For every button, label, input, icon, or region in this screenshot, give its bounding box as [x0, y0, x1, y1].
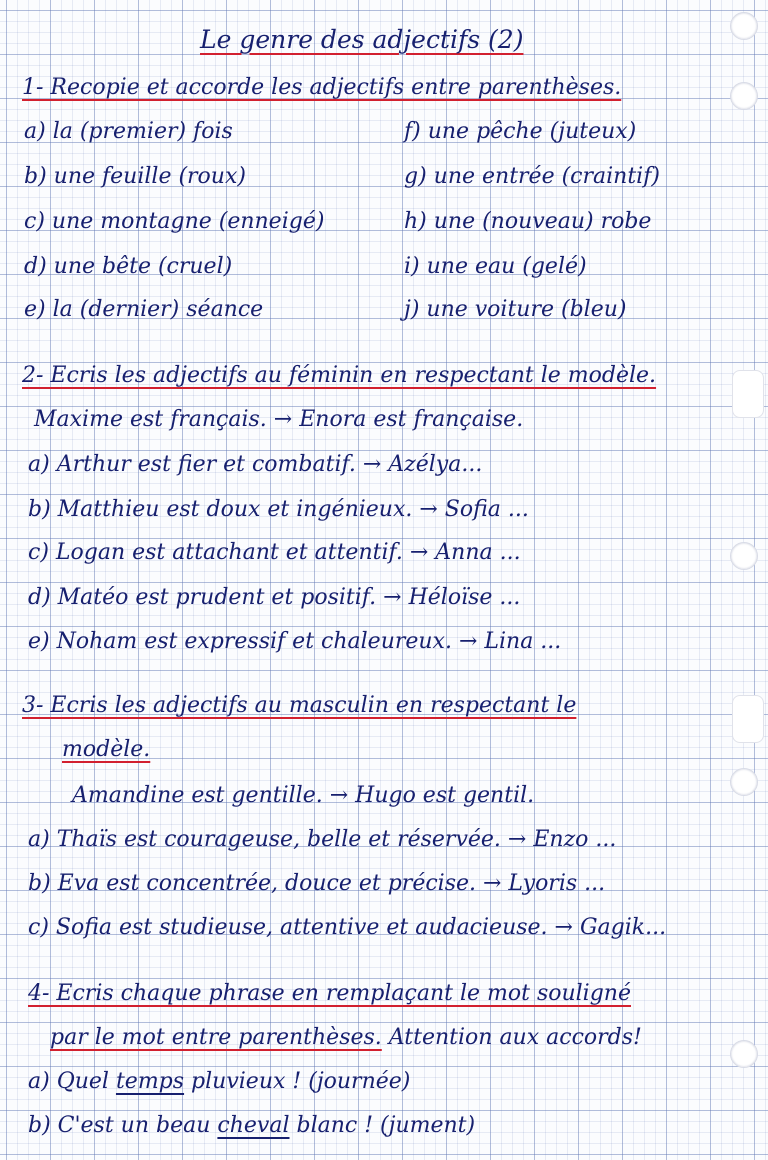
ex2-item-b: b) Matthieu est doux et ingénieux. → Sofia ...	[28, 497, 529, 522]
ex4-item-a	[28, 1068, 410, 1096]
ex3-item-a: a) Thaïs est courageuse, belle et réservée. → Enzo ...	[28, 827, 617, 852]
binder-tab	[732, 695, 764, 743]
ex4-heading-rest: Attention aux accords!	[381, 1025, 642, 1050]
ex4-item-b	[28, 1112, 475, 1140]
ex4-heading-underlined: par le mot entre parenthèses.	[50, 1025, 382, 1050]
ex3-model: Amandine est gentille. → Hugo est gentil.	[72, 783, 535, 808]
binder-hole	[730, 82, 758, 110]
binder-hole	[730, 768, 758, 796]
ex3-item-b: b) Eva est concentrée, douce et précise. → Lyoris ...	[28, 871, 606, 896]
ex1-item-i: i) une eau (gelé)	[404, 254, 587, 279]
ex1-item-h: h) une (nouveau) robe	[404, 209, 652, 234]
ex1-item-g: g) une entrée (craintif)	[404, 164, 660, 189]
binder-hole	[730, 1040, 758, 1068]
ex1-item-d: d) une bête (cruel)	[24, 254, 233, 279]
ex1-item-j: j) une voiture (bleu)	[404, 297, 627, 322]
ex4-item-b-underlined-word: cheval	[217, 1113, 290, 1138]
ex4-item-a-underlined-word: temps	[115, 1069, 185, 1094]
ex2-model: Maxime est français. → Enora est française.	[34, 407, 524, 432]
ex4-item-b-prefix: b) C'est un beau	[28, 1113, 218, 1138]
ex2-item-c: c) Logan est attachant et attentif. → Anna ...	[28, 540, 521, 565]
ex1-item-f: f) une pêche (juteux)	[404, 119, 637, 144]
exercise-2-heading: 2- Ecris les adjectifs au féminin en respectant le modèle.	[22, 363, 657, 388]
binder-hole	[730, 12, 758, 40]
ex2-item-a: a) Arthur est fier et combatif. → Azélya...	[28, 452, 483, 477]
exercise-4-heading: 4- Ecris chaque phrase en remplaçant le mot souligné	[28, 981, 631, 1006]
exercise-1-heading: 1- Recopie et accorde les adjectifs entre parenthèses.	[22, 75, 622, 100]
binder-hole	[730, 542, 758, 570]
ex4-item-a-suffix: pluvieux ! (journée)	[184, 1069, 411, 1094]
ex3-item-c: c) Sofia est studieuse, attentive et audacieuse. → Gagik...	[28, 915, 667, 940]
ex1-item-b: b) une feuille (roux)	[24, 164, 246, 189]
page-title: Le genre des adjectifs (2)	[200, 25, 524, 54]
ex1-item-a: a) la (premier) fois	[24, 119, 233, 144]
ex2-item-e: e) Noham est expressif et chaleureux. → Lina ...	[28, 629, 562, 654]
binder-tab	[732, 370, 764, 418]
exercise-3-heading-cont: modèle.	[62, 737, 151, 762]
exercise-3-heading: 3- Ecris les adjectifs au masculin en respectant le	[22, 693, 577, 718]
ex1-item-e: e) la (dernier) séance	[24, 297, 264, 322]
ex4-item-a-prefix: a) Quel	[28, 1069, 116, 1094]
ex2-item-d: d) Matéo est prudent et positif. → Héloïse ...	[28, 585, 521, 610]
ex1-item-c: c) une montagne (enneigé)	[24, 209, 325, 234]
exercise-4-heading-cont	[50, 1024, 642, 1052]
ex4-item-b-suffix: blanc ! (jument)	[289, 1113, 476, 1138]
